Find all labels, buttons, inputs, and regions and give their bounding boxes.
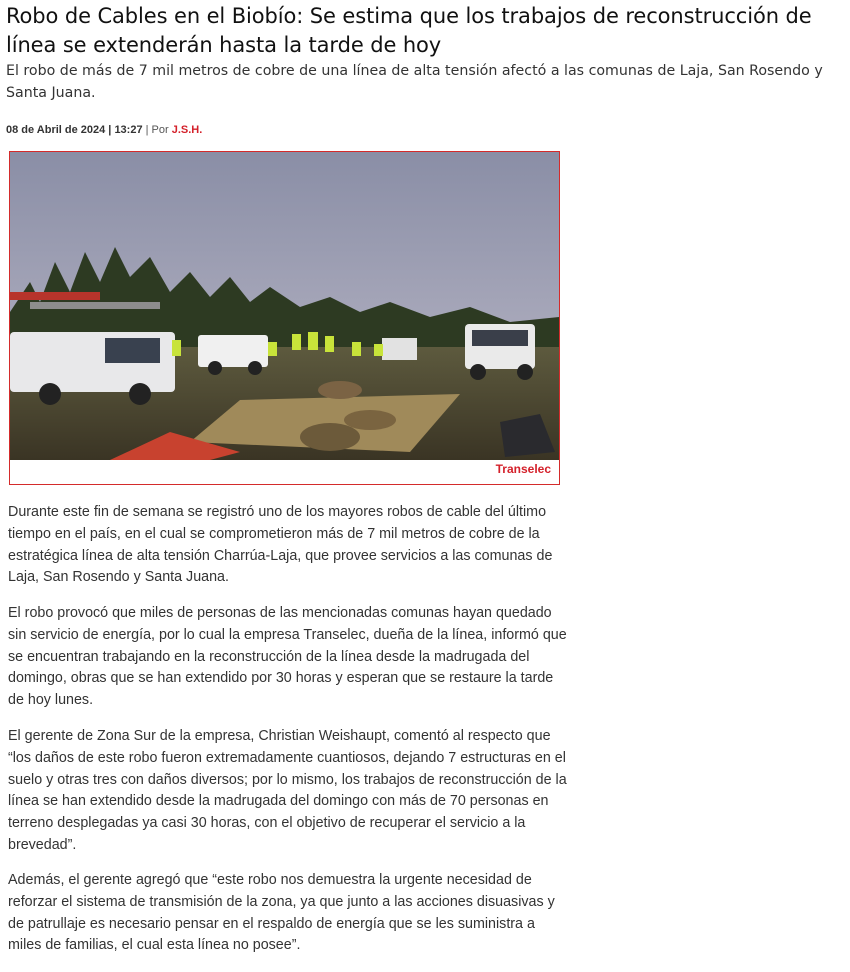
paragraph-4: Además, el gerente agregó que “este robo nos demuestra la urgente necesidad de reforzar el sistema de transmisión de la zona, ya que junto a las acciones disuasivas y de patrullaje es necesario pensar en el respaldo de energía que se les suministra a miles de familias, el cual esta línea no posee”.: [8, 872, 555, 954]
article-title: Robo de Cables en el Biobío: Se estima que los trabajos de reconstrucción de línea se extenderán hasta la tarde de hoy: [6, 4, 812, 57]
publish-date: 08 de Abril de 2024 | 13:27: [6, 124, 143, 136]
author-link[interactable]: J.S.H.: [171, 124, 203, 136]
byline-separator: | Por: [142, 124, 172, 136]
paragraph-1: Durante este fin de semana se registró uno de los mayores robos de cable del último tiempo en el país, en el cual se comprometieron más de 7 mil metros de cobre de la estratégica línea de alta tensión Charrúa-Laja, que provee servicios a las comunas de Laja, San Rosendo y Santa Juana.: [8, 504, 553, 586]
article-photo[interactable]: [10, 152, 559, 460]
article-meta: [6, 124, 202, 136]
article-figure: [9, 151, 560, 485]
image-credit: Transelec: [495, 462, 551, 476]
paragraph-2: El robo provocó que miles de personas de las mencionadas comunas hayan quedado sin servicio de energía, por lo cual la empresa Transelec, dueña de la línea, informó que se encuentran trabajando en la reconstrucción de la línea desde la madrugada del domingo, obras que se han extendido por 30 horas y esperan que se restaure la tarde de hoy lunes.: [8, 605, 567, 709]
photo-illustration: [10, 152, 559, 460]
article-subtitle: El robo de más de 7 mil metros de cobre de una línea de alta tensión afectó a las comunas de Laja, San Rosendo y Santa Juana.: [6, 63, 823, 101]
paragraph-3: El gerente de Zona Sur de la empresa, Christian Weishaupt, comentó al respecto que “los daños de este robo fueron extremadamente cuantiosos, dejando 7 estructuras en el suelo y otras tres con daños diversos; por lo mismo, los trabajos de reconstrucción de la línea se han extendido desde la madrugada del domingo con más de 70 personas en terreno desplegadas ya casi 30 horas, con el objetivo de recuperar el servicio a la brevedad”.: [8, 728, 567, 853]
